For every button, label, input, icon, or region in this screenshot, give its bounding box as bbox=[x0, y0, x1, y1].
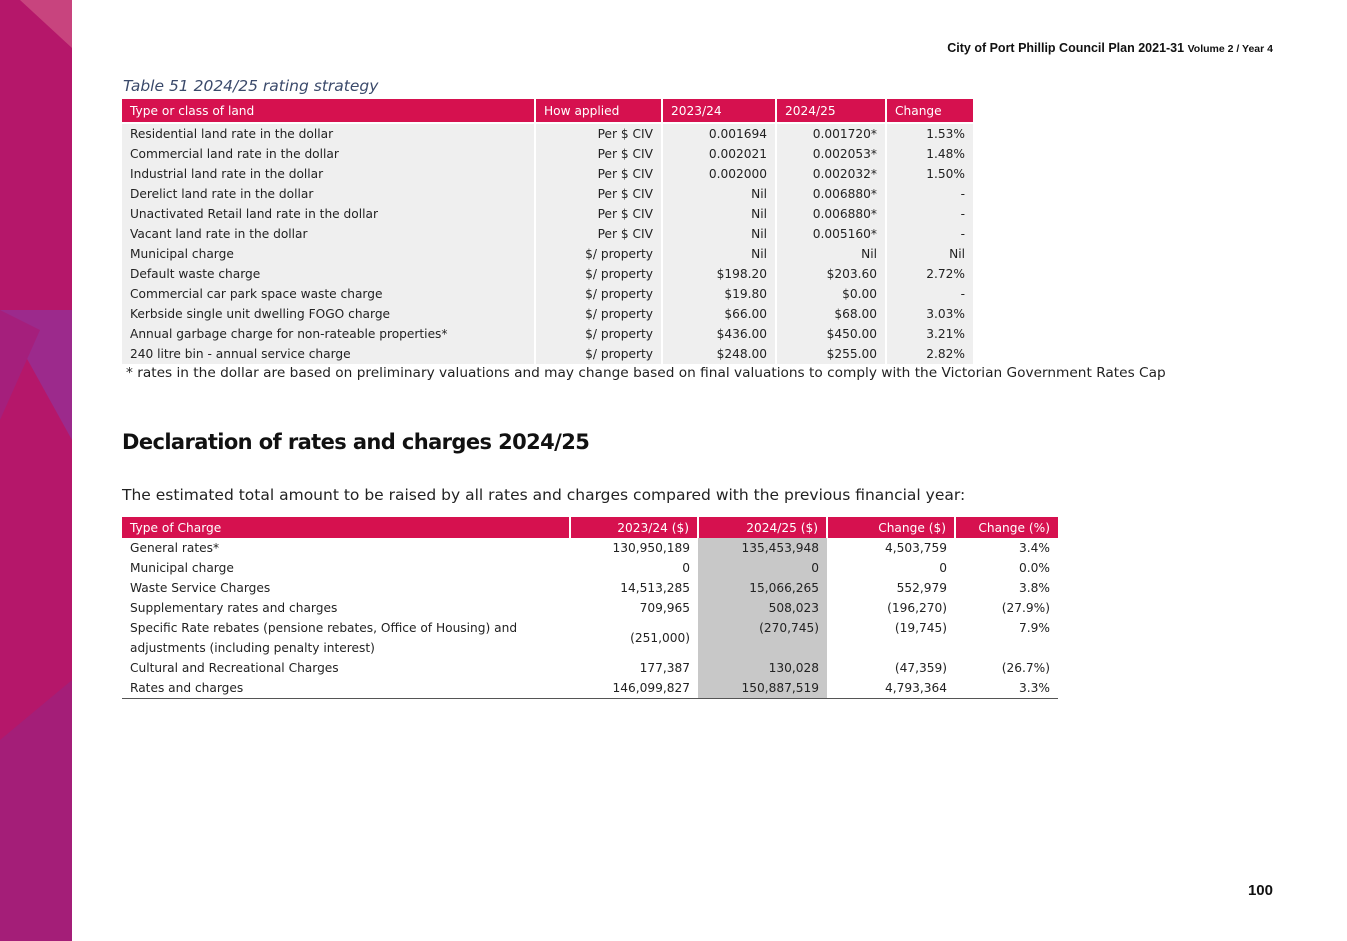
table-row bbox=[122, 264, 973, 284]
table-cell: Nil bbox=[776, 244, 886, 264]
table-cell: Per $ CIV bbox=[535, 144, 662, 164]
document-header bbox=[947, 41, 1273, 55]
table-cell: 4,503,759 bbox=[884, 541, 947, 555]
column-header: 2023/24 bbox=[662, 99, 776, 123]
table-row bbox=[122, 578, 1058, 598]
table-cell: Commercial car park space waste charge bbox=[122, 284, 535, 304]
table-cell: 0 bbox=[682, 561, 690, 575]
table-cell: Nil bbox=[886, 244, 973, 264]
table-row bbox=[122, 538, 1058, 558]
sidebar-pattern bbox=[0, 0, 72, 941]
page-number: 100 bbox=[1247, 882, 1273, 899]
table-cell: 7.9% bbox=[1019, 621, 1050, 635]
table-cell: $/ property bbox=[535, 284, 662, 304]
table-row bbox=[122, 284, 973, 304]
table-row bbox=[122, 678, 1058, 699]
table-cell: (270,745) bbox=[698, 618, 827, 658]
table-cell: 2.72% bbox=[886, 264, 973, 284]
column-header: Change ($) bbox=[827, 517, 955, 538]
column-header: 2024/25 bbox=[776, 99, 886, 123]
table-cell: $/ property bbox=[535, 344, 662, 364]
table-cell: - bbox=[886, 284, 973, 304]
table-cell: Per $ CIV bbox=[535, 164, 662, 184]
table-cell: $436.00 bbox=[662, 324, 776, 344]
table-cell: Unactivated Retail land rate in the dollar bbox=[122, 204, 535, 224]
table-row bbox=[122, 244, 973, 264]
table-cell: Per $ CIV bbox=[535, 123, 662, 144]
column-header: 2024/25 ($) bbox=[698, 517, 827, 538]
table-cell: $19.80 bbox=[662, 284, 776, 304]
table-cell: 150,887,519 bbox=[698, 678, 827, 699]
table-cell: 2.82% bbox=[886, 344, 973, 364]
table-footnote: * rates in the dollar are based on preliminary valuations and may change based on final valuations to comply with the Victorian Government Rates Cap bbox=[126, 365, 1166, 381]
table-cell: 0.006880* bbox=[776, 184, 886, 204]
table-cell: - bbox=[886, 184, 973, 204]
table-cell: Residential land rate in the dollar bbox=[122, 123, 535, 144]
table-row bbox=[122, 123, 973, 144]
table-cell: Municipal charge bbox=[130, 561, 234, 575]
table-cell: - bbox=[886, 224, 973, 244]
table-cell: 3.21% bbox=[886, 324, 973, 344]
column-header: Change bbox=[886, 99, 973, 123]
table-row bbox=[122, 304, 973, 324]
table-cell: Per $ CIV bbox=[535, 204, 662, 224]
table-row bbox=[122, 204, 973, 224]
table-cell: $248.00 bbox=[662, 344, 776, 364]
table-cell: Rates and charges bbox=[130, 681, 244, 695]
table-cell: 1.48% bbox=[886, 144, 973, 164]
table-cell: (19,745) bbox=[894, 621, 947, 635]
table-cell: 3.8% bbox=[1019, 581, 1050, 595]
table-row bbox=[122, 184, 973, 204]
table-cell: 3.3% bbox=[1019, 681, 1050, 695]
table-cell: 552,979 bbox=[896, 581, 947, 595]
table-cell: $68.00 bbox=[776, 304, 886, 324]
table-cell: 3.4% bbox=[1019, 541, 1050, 555]
table-cell: Kerbside single unit dwelling FOGO charge bbox=[122, 304, 535, 324]
table-cell: 130,028 bbox=[698, 658, 827, 678]
table-cell: 130,950,189 bbox=[612, 541, 690, 555]
column-header: How applied bbox=[535, 99, 662, 123]
table-cell: 709,965 bbox=[639, 601, 690, 615]
table-row bbox=[122, 618, 1058, 658]
table-cell: 0.002032* bbox=[776, 164, 886, 184]
table-cell: Vacant land rate in the dollar bbox=[122, 224, 535, 244]
table-cell: (27.9%) bbox=[1001, 601, 1050, 615]
table-cell: Nil bbox=[662, 204, 776, 224]
table-cell: $/ property bbox=[535, 244, 662, 264]
table-cell: 0.001720* bbox=[776, 123, 886, 144]
section-heading: Declaration of rates and charges 2024/25 bbox=[122, 430, 590, 454]
table-row bbox=[122, 344, 973, 364]
table-cell: $66.00 bbox=[662, 304, 776, 324]
table-cell: Per $ CIV bbox=[535, 224, 662, 244]
table-cell: Derelict land rate in the dollar bbox=[122, 184, 535, 204]
column-header: Type of Charge bbox=[122, 517, 570, 538]
document-volume: Volume 2 / Year 4 bbox=[1187, 43, 1273, 55]
table-cell: Specific Rate rebates (pensione rebates, Office of Housing) and adjustments (including penalty interest) bbox=[130, 621, 518, 655]
table-row bbox=[122, 598, 1058, 618]
table-cell: 0 bbox=[698, 558, 827, 578]
table-cell: 3.03% bbox=[886, 304, 973, 324]
table-cell: 0 bbox=[939, 561, 947, 575]
table-cell: 135,453,948 bbox=[698, 538, 827, 558]
table-cell: Nil bbox=[662, 244, 776, 264]
table-header-row bbox=[122, 517, 1058, 538]
column-header: Change (%) bbox=[955, 517, 1058, 538]
document-title: City of Port Phillip Council Plan 2021-31 bbox=[947, 41, 1185, 55]
table-cell: 0.005160* bbox=[776, 224, 886, 244]
rates-charges-table bbox=[122, 517, 1058, 699]
table-cell: 1.53% bbox=[886, 123, 973, 144]
table-cell: (251,000) bbox=[630, 631, 690, 645]
table-cell: 0.002021 bbox=[662, 144, 776, 164]
table-cell: Annual garbage charge for non-rateable properties* bbox=[122, 324, 535, 344]
table-cell: $/ property bbox=[535, 304, 662, 324]
table-cell: 0.0% bbox=[1019, 561, 1050, 575]
table-row bbox=[122, 558, 1058, 578]
column-header: Type or class of land bbox=[122, 99, 535, 123]
table-cell: 15,066,265 bbox=[698, 578, 827, 598]
table-cell: (26.7%) bbox=[1001, 661, 1050, 675]
table-row bbox=[122, 224, 973, 244]
table-row bbox=[122, 144, 973, 164]
table-cell: 14,513,285 bbox=[620, 581, 690, 595]
column-header: 2023/24 ($) bbox=[570, 517, 698, 538]
table-cell: 0.002053* bbox=[776, 144, 886, 164]
table-cell: 508,023 bbox=[698, 598, 827, 618]
table-row bbox=[122, 658, 1058, 678]
table-cell: 0.006880* bbox=[776, 204, 886, 224]
table-cell: $198.20 bbox=[662, 264, 776, 284]
table-cell: Cultural and Recreational Charges bbox=[130, 661, 339, 675]
table-cell: (47,359) bbox=[894, 661, 947, 675]
table-cell: $/ property bbox=[535, 264, 662, 284]
table-cell: $203.60 bbox=[776, 264, 886, 284]
rating-strategy-table bbox=[122, 99, 973, 364]
table-cell: Default waste charge bbox=[122, 264, 535, 284]
table-cell: (196,270) bbox=[887, 601, 947, 615]
table-cell: Industrial land rate in the dollar bbox=[122, 164, 535, 184]
decorative-sidebar bbox=[0, 0, 72, 941]
table-cell: 240 litre bin - annual service charge bbox=[122, 344, 535, 364]
table-cell: Supplementary rates and charges bbox=[130, 601, 338, 615]
table-cell: Municipal charge bbox=[122, 244, 535, 264]
table-cell: $450.00 bbox=[776, 324, 886, 344]
table-row bbox=[122, 324, 973, 344]
table-cell: 0.001694 bbox=[662, 123, 776, 144]
table-cell: $0.00 bbox=[776, 284, 886, 304]
table-caption: Table 51 2024/25 rating strategy bbox=[123, 77, 379, 95]
table-cell: Nil bbox=[662, 184, 776, 204]
table-cell: Commercial land rate in the dollar bbox=[122, 144, 535, 164]
table-row bbox=[122, 164, 973, 184]
table-cell: 0.002000 bbox=[662, 164, 776, 184]
table-cell: 177,387 bbox=[639, 661, 690, 675]
table-cell: 146,099,827 bbox=[612, 681, 690, 695]
table-cell: Waste Service Charges bbox=[130, 581, 271, 595]
table-cell: $/ property bbox=[535, 324, 662, 344]
table-cell: 4,793,364 bbox=[884, 681, 947, 695]
table-cell: Per $ CIV bbox=[535, 184, 662, 204]
table-cell: 1.50% bbox=[886, 164, 973, 184]
table-cell: General rates* bbox=[130, 541, 220, 555]
section-intro: The estimated total amount to be raised by all rates and charges compared with the previous financial year: bbox=[122, 486, 966, 504]
table-cell: $255.00 bbox=[776, 344, 886, 364]
table-cell: - bbox=[886, 204, 973, 224]
table-cell: Nil bbox=[662, 224, 776, 244]
table-header-row bbox=[122, 99, 973, 123]
